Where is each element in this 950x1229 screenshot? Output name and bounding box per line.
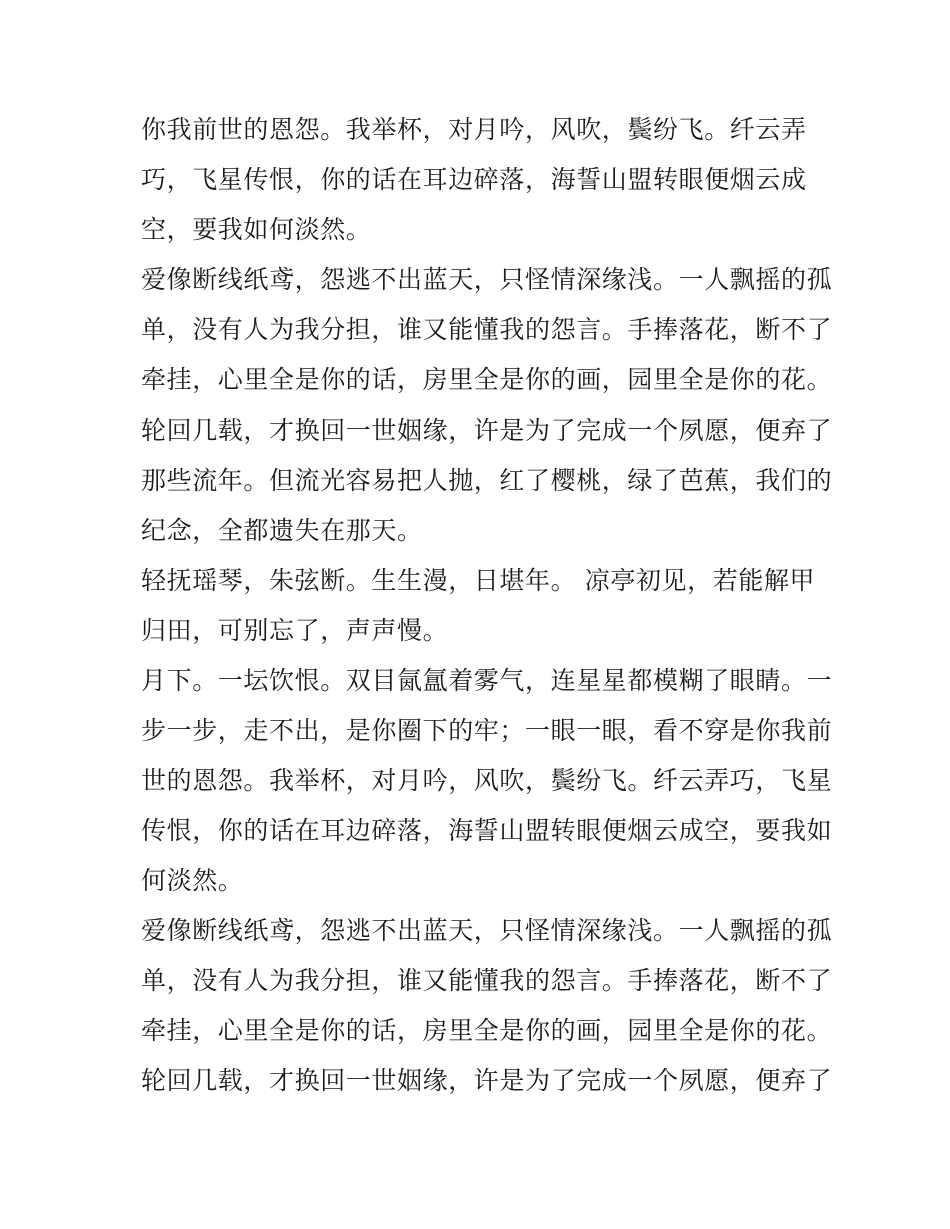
text-line: 单，没有人为我分担，谁又能懂我的怨言。手捧落花，断不了 [141,966,833,995]
text-line: 单，没有人为我分担，谁又能懂我的怨言。手捧落花，断不了 [141,315,833,344]
text-line: 空，要我如何淡然。 [141,215,372,244]
text-line: 牵挂，心里全是你的话，房里全是你的画，园里全是你的花。 [141,365,833,394]
text-line: 轮回几载，才换回一世姻缘，许是为了完成一个夙愿，便弃了 [141,416,833,445]
text-line: 牵挂，心里全是你的话，房里全是你的画，园里全是你的花。 [141,1016,833,1045]
text-line: 你我前世的恩怨。我举杯，对月吟，风吹，鬓纷飞。纤云弄 [141,115,807,144]
text-line: 轻抚瑶琴，朱弦断。生生漫，日堪年。 凉亭初见，若能解甲 [141,566,816,595]
text-line: 归田，可别忘了，声声慢。 [141,616,449,645]
text-line: 爱像断线纸鸢，怨逃不出蓝天，只怪情深缘浅。一人飘摇的孤 [141,265,833,294]
text-line: 爱像断线纸鸢，怨逃不出蓝天，只怪情深缘浅。一人飘摇的孤 [141,916,833,945]
text-line: 轮回几载，才换回一世姻缘，许是为了完成一个夙愿，便弃了 [141,1066,833,1095]
text-line: 巧，飞星传恨，你的话在耳边碎落，海誓山盟转眼便烟云成 [141,165,807,194]
text-line: 步一步，走不出，是你圈下的牢；一眼一眼，看不穿是你我前 [141,716,833,745]
text-line: 纪念，全都遗失在那天。 [141,516,423,545]
text-line: 月下。一坛饮恨。双目氤氲着雾气，连星星都模糊了眼睛。一 [141,666,833,695]
text-line: 世的恩怨。我举杯，对月吟，风吹，鬓纷飞。纤云弄巧，飞星 [141,766,833,795]
text-line: 何淡然。 [141,866,244,895]
text-line: 传恨，你的话在耳边碎落，海誓山盟转眼便烟云成空，要我如 [141,816,833,845]
text-line: 那些流年。但流光容易把人抛，红了樱桃，绿了芭蕉，我们的 [141,466,833,495]
